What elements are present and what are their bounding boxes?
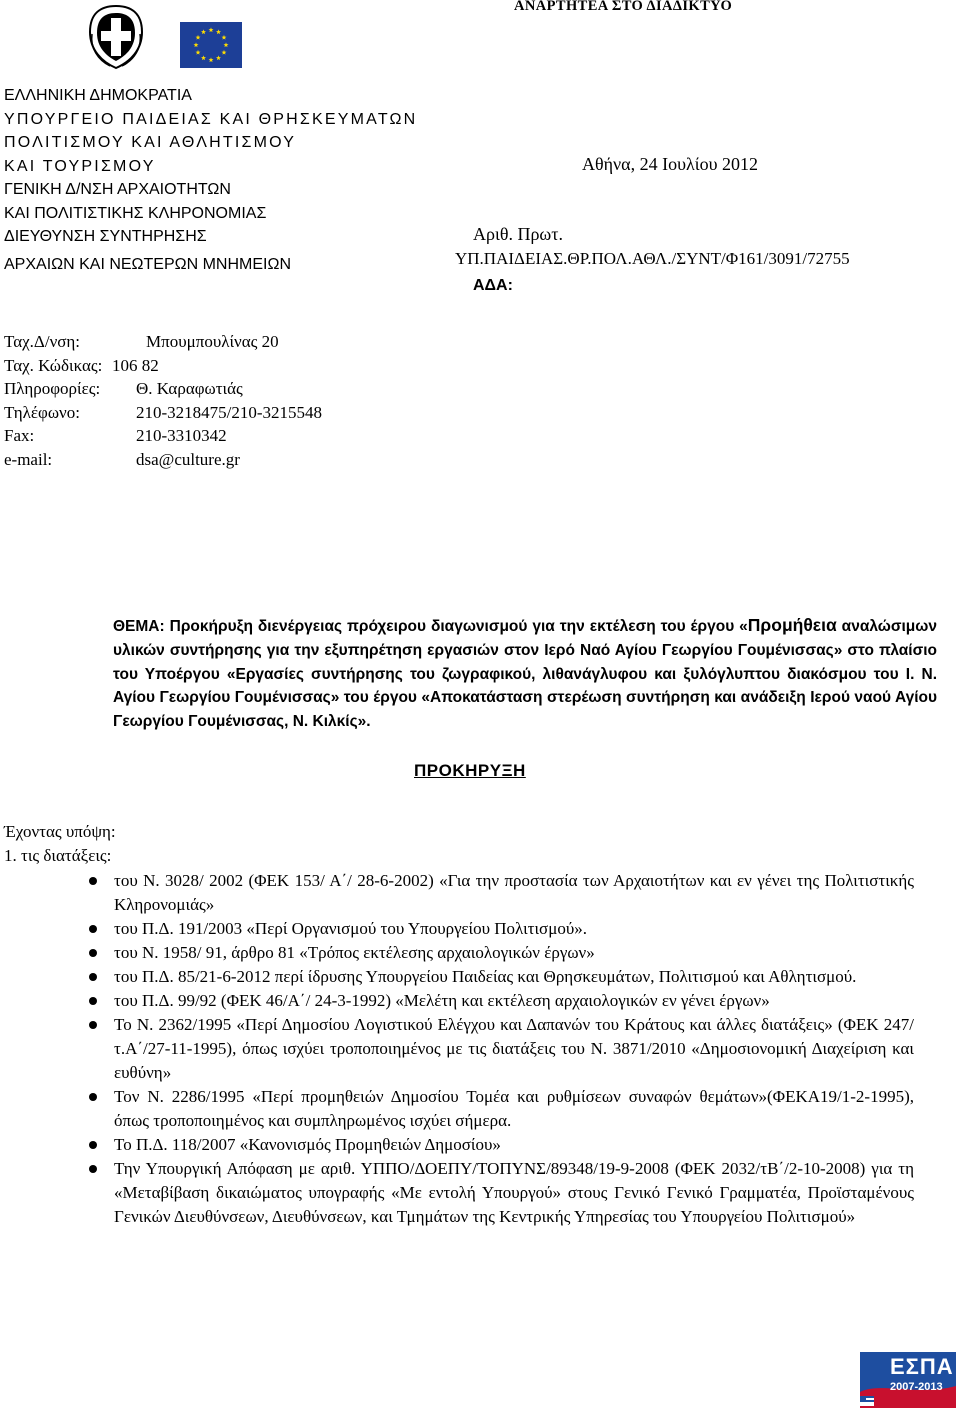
section-1-heading: 1. τις διατάξεις:	[4, 846, 112, 865]
contact-row	[4, 354, 159, 378]
protocol-number: ΥΠ.ΠΑΙΔΕΙΑΣ.ΘΡ.ΠΟΛ.ΑΘΛ./ΣΥΝΤ/Φ161/3091/72755	[455, 249, 850, 268]
contact-value: 106 82	[112, 355, 159, 375]
greek-coat-of-arms-icon	[86, 4, 146, 70]
document-title: ΠΡΟΚΗΡΥΞΗ	[414, 761, 526, 780]
bullet-icon	[89, 997, 97, 1005]
espa-years: 2007-2013	[890, 1381, 943, 1393]
list-item: Τον Ν. 2286/1995 «Περί προμηθειών Δημοσίου Τομέα και ρυθμίσεων συναφών θεμάτων»(ΦΕΚΑ19/1-2-1995), όπως τροποποιημένος και συμπληρωμένος ισχύει σήμερα.	[114, 1085, 914, 1133]
contact-value: Μπουμπουλίνας 20	[146, 332, 279, 351]
bullet-icon	[89, 925, 97, 933]
contact-row	[4, 424, 227, 448]
bullet-icon	[89, 949, 97, 957]
issuer-block	[4, 84, 417, 276]
list-item: του Π.Δ. 191/2003 «Περί Οργανισμού του Υπουργείου Πολιτισμού».	[114, 917, 914, 941]
bullet-icon	[89, 1021, 97, 1029]
contact-label: Πληροφορίες:	[4, 379, 101, 398]
provisions-list	[114, 869, 914, 1229]
contact-label: Ταχ. Κώδικας:	[4, 355, 103, 375]
contact-label: Ταχ.Δ/νση:	[4, 332, 81, 351]
bullet-icon	[89, 1165, 97, 1173]
list-item: Την Υπουργική Απόφαση με αριθ. ΥΠΠΟ/ΔΟΕΠΥ/ΤΟΠΥΝΣ/89348/19-9-2008 (ΦΕΚ 2032/τΒ΄/2-10-2008) για τη «Μεταβίβαση δικαιώματος υπογραφής «Με εντολή Υπουργού» στους Γενικό Γενικό Γραμματέα, Προϊσταμένους Γενικών Διευθύνσεων, Διευθύνσεων, και Τμημάτων της Κεντρικής Υπηρεσίας του Υπουργείου Πολιτισμού»	[114, 1157, 914, 1229]
contact-value: 210-3218475/210-3215548	[136, 402, 323, 422]
bullet-icon	[89, 877, 97, 885]
issuer-line: ΥΠΟΥΡΓΕΙΟ ΠΑΙΔΕΙΑΣ ΚΑΙ ΘΡΗΣΚΕΥΜΑΤΩΝ	[4, 110, 418, 128]
list-item: Το Π.Δ. 118/2007 «Κανονισμός Προμηθειών Δημοσίου»	[114, 1133, 914, 1157]
issuer-line: ΚΑΙ ΤΟΥΡΙΣΜΟΥ	[4, 157, 156, 175]
contact-value: 210-3310342	[136, 426, 227, 445]
issuer-line: ΓΕΝΙΚΗ Δ/ΝΣΗ ΑΡΧΑΙΟΤΗΤΩΝ	[4, 181, 231, 198]
issuer-line: ΑΡΧΑΙΩΝ ΚΑΙ ΝΕΩΤΕΡΩΝ ΜΝΗΜΕΙΩΝ	[4, 255, 291, 273]
contact-label: Fax:	[4, 426, 35, 445]
issuer-line: ΔΙΕΥΘΥΝΣΗ ΣΥΝΤΗΡΗΣΗΣ	[4, 228, 207, 245]
issuer-line: ΠΟΛΙΤΙΣΜΟΥ ΚΑΙ ΑΘΛΗΤΙΣΜΟΥ	[4, 134, 297, 151]
bullet-icon	[89, 1093, 97, 1101]
subject-emphasis: Προμήθεια	[747, 615, 837, 635]
espa-name: ΕΣΠΑ	[890, 1354, 954, 1379]
bullet-icon	[89, 973, 97, 981]
contact-value: dsa@culture.gr	[136, 449, 240, 469]
document-date: Αθήνα, 24 Ιουλίου 2012	[582, 154, 758, 174]
contact-row	[4, 377, 243, 401]
contact-row	[4, 401, 323, 425]
contact-label: Τηλέφωνο:	[4, 402, 80, 422]
list-item: του Ν. 3028/ 2002 (ΦΕΚ 153/ Α΄/ 28-6-2002) «Για την προστασία των Αρχαιοτήτων και εν γένει της Πολιτιστικής Κληρονομιάς»	[114, 869, 914, 917]
subject-paragraph	[113, 614, 937, 734]
espa-logo	[860, 1352, 956, 1408]
publication-notice: ΑΝΑΡΤΗΤΕΑ ΣΤΟ ΔΙΑΔΙΚΤΥΟ	[514, 0, 733, 14]
list-item: του Π.Δ. 85/21-6-2012 περί ίδρυσης Υπουργείου Παιδείας και Θρησκευμάτων, Πολιτισμού και Αθλητισμού.	[114, 965, 914, 989]
protocol-label: Αριθ. Πρωτ.	[473, 224, 564, 244]
issuer-line: ΕΛΛΗΝΙΚΗ ΔΗΜΟΚΡΑΤΙΑ	[4, 87, 192, 104]
considering-heading: Έχοντας υπόψη:	[4, 822, 116, 841]
list-item: Το Ν. 2362/1995 «Περί Δημοσίου Λογιστικού Ελέγχου και Δαπανών του Κράτους και άλλες διατάξεις» (ΦΕΚ 247/τ.Α΄/27-11-1995), όπως ισχύει τροποποιημένος με τις διατάξεις του Ν. 3871/2010 «Δημοσιονομική Διαχείριση και ευθύνη»	[114, 1013, 914, 1085]
contact-label: e-mail:	[4, 449, 53, 469]
bullet-icon	[89, 1141, 97, 1149]
issuer-line: ΚΑΙ ΠΟΛΙΤΙΣΤΙΚΗΣ ΚΛΗΡΟΝΟΜΙΑΣ	[4, 204, 267, 222]
list-item: του Ν. 1958/ 91, άρθρο 81 «Τρόπος εκτέλεσης αρχαιολογικών έργων»	[114, 941, 914, 965]
eu-flag-icon	[180, 22, 242, 68]
subject-label: ΘΕΜΑ:	[113, 618, 165, 635]
contact-row	[4, 448, 240, 472]
list-item: του Π.Δ. 99/92 (ΦΕΚ 46/Α΄/ 24-3-1992) «Μελέτη και εκτέλεση αρχαιολογικών εν γένει έργων»	[114, 989, 914, 1013]
ada-label: ΑΔΑ:	[473, 277, 513, 294]
subject-text-post: αναλώσιμων υλικών συντήρησης για την εξυπηρέτηση εργασιών στον Ιερό Ναό Αγίου Γεωργίου Γουμένισσας» στο πλαίσιο του Υποέργου «Εργασίες συντήρησης του ζωγραφικού, λιθανάγλυφου και ξυλόγλυπτου διακόσμου του Ι. Ν. Αγίου Γεωργίου Γουμένισσας» του έργου «Αποκατάσταση στερέωση συντήρηση και ανάδειξη Ιερού ναού Αγίου Γεωργίου Γουμένισσας, Ν. Κιλκίς».	[113, 618, 937, 731]
contact-row	[4, 330, 279, 354]
contact-block	[4, 330, 323, 471]
subject-text-pre: Προκήρυξη διενέργειας πρόχειρου διαγωνισμού για την εκτέλεση του έργου «	[169, 618, 748, 635]
contact-value: Θ. Καραφωτιάς	[136, 379, 243, 398]
